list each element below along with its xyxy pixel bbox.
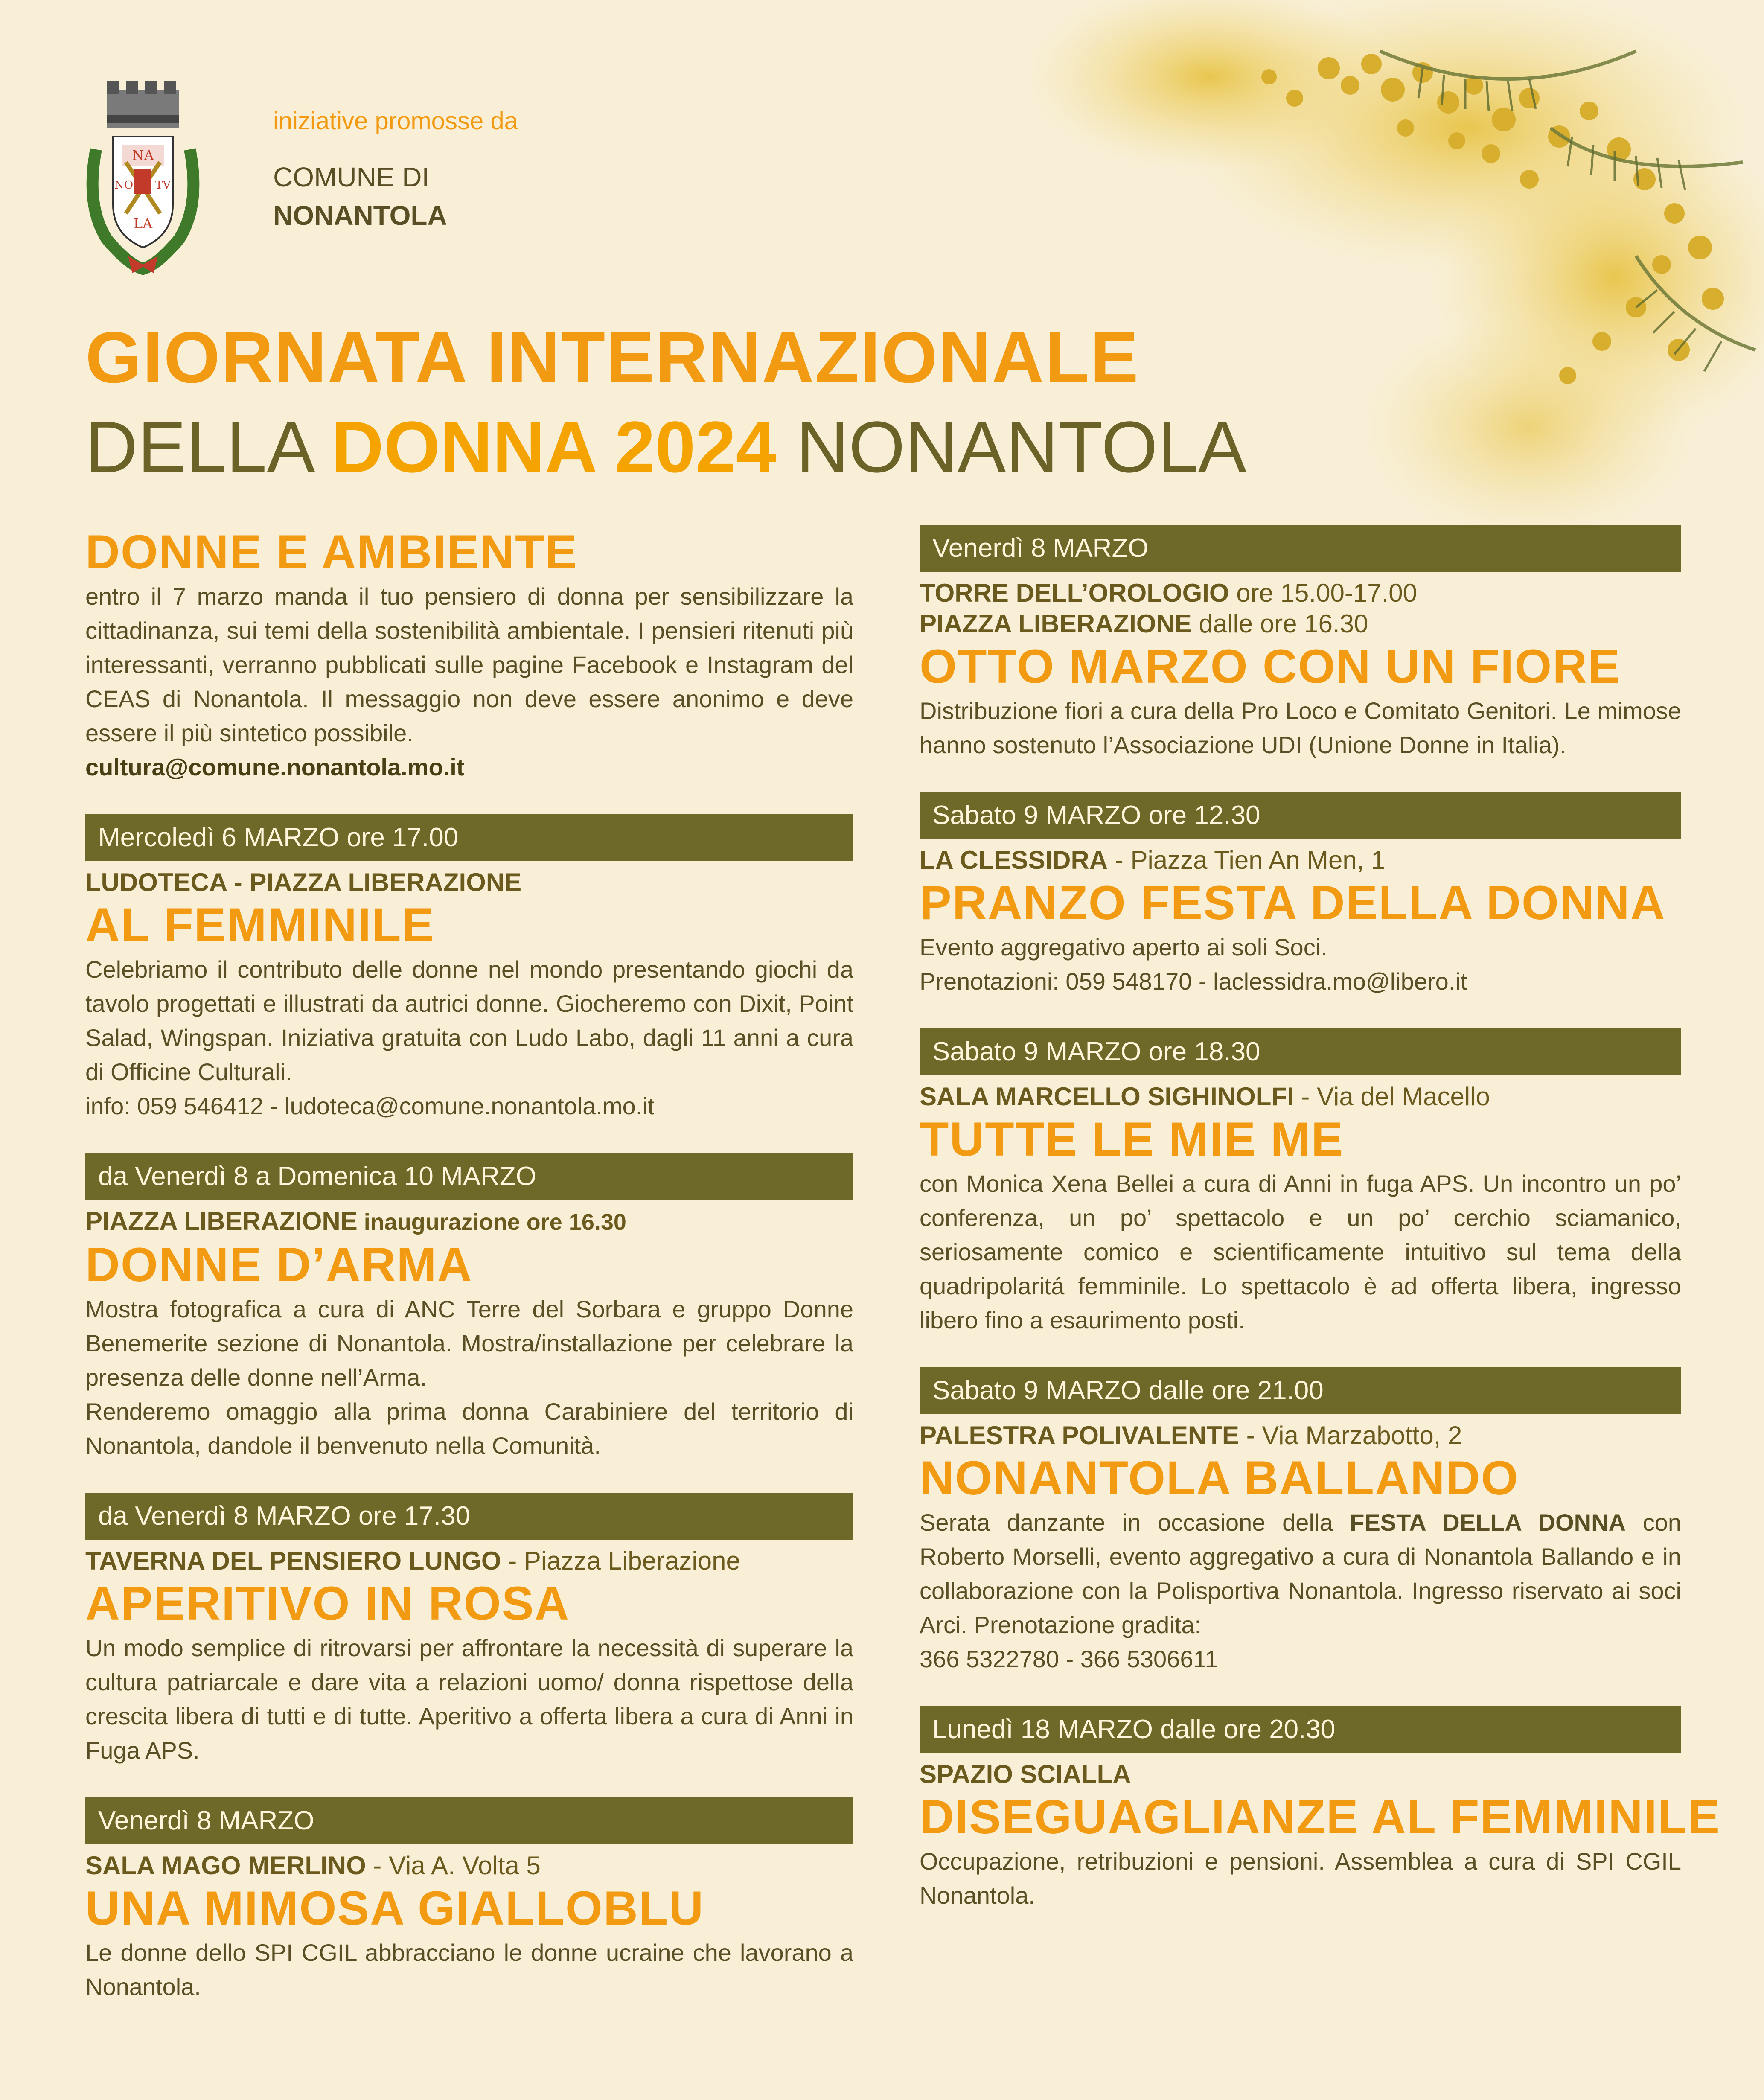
intro-email-link[interactable]: cultura@comune.nonantola.mo.it [85, 754, 465, 781]
event-una-mimosa-gialloblu [85, 1797, 853, 2004]
event-venue-2: PIAZZA LIBERAZIONE dalle ore 16.30 [920, 609, 1368, 638]
event-info: info: 059 546412 - ludoteca@comune.nonantola.mo.it [85, 1092, 655, 1119]
event-venue: SALA MARCELLO SIGHINOLFI - Via del Macello [920, 1082, 1490, 1111]
event-title: DONNE D’ARMA [85, 1238, 473, 1291]
event-venue: TAVERNA DEL PENSIERO LUNGO - Piazza Liberazione [85, 1547, 740, 1575]
promo-label: iniziative promosse da [273, 107, 518, 135]
event-otto-marzo [920, 525, 1681, 762]
intro-title: DONNE E AMBIENTE [85, 525, 578, 579]
event-venue: SPAZIO SCIALLA [920, 1760, 1131, 1788]
event-date-band: Lunedì 18 MARZO dalle ore 20.30 [920, 1706, 1681, 1753]
event-title: DISEGUAGLIANZE AL FEMMINILE [920, 1790, 1721, 1844]
event-venue: SALA MAGO MERLINO - Via A. Volta 5 [85, 1851, 541, 1880]
event-date-band: Sabato 9 MARZO dalle ore 21.00 [920, 1367, 1681, 1414]
event-desc: Le donne dello SPI CGIL abbracciano le donne ucraine che lavorano a Nonantola. [85, 1939, 853, 2000]
crest-text-na: NA [132, 147, 154, 163]
event-venue-1: TORRE DELL’OROLOGIO ore 15.00-17.00 [920, 579, 1417, 607]
event-desc-2: Renderemo omaggio alla prima donna Carabiniere del territorio di Nonantola, dandole il benvenuto nella Comunità. [85, 1398, 853, 1459]
comune-name [273, 158, 447, 235]
event-desc: Serata danzante in occasione della FESTA DELLA DONNA con Roberto Morselli, evento aggregativo a cura di Nonantola Ballando e in collaborazione con la Polisportiva Nonantola. Ingresso riservato ai soci Arci. Prenotazione gradita: [920, 1509, 1681, 1638]
event-date-band: Sabato 9 MARZO ore 12.30 [920, 792, 1681, 839]
intro-desc: entro il 7 marzo manda il tuo pensiero di donna per sensibilizzare la cittadinanza, sui temi della sostenibilità ambientale. I pensieri ritenuti più interessanti, verranno pubblicati sulle pagine Facebook e Instagram del CEAS di Nonantola. Il messaggio non deve essere anonimo e deve essere il più sintetico possibile. [85, 583, 853, 746]
left-column [85, 525, 853, 2034]
main-title-line1: GIORNATA INTERNAZIONALE [85, 317, 1139, 398]
event-pranzo-festa [920, 792, 1681, 999]
event-desc: Mostra fotografica a cura di ANC Terre del Sorbara e gruppo Donne Benemerite sezione di Nonantola. Mostra/installazione per celebrare la presenza delle donne nell’Arma. [85, 1296, 853, 1391]
crest-text-no: NO [114, 179, 134, 192]
event-diseguaglianze [920, 1706, 1721, 1913]
event-title: AL FEMMINILE [85, 898, 435, 952]
event-phones: 366 5322780 - 366 5306611 [920, 1646, 1218, 1672]
event-title: NONANTOLA BALLANDO [920, 1451, 1519, 1505]
event-desc: Distribuzione fiori a cura della Pro Loco e Comitato Genitori. Le mimose hanno sostenuto l’Associazione UDI (Unione Donne in Italia). [920, 697, 1681, 758]
event-venue: PIAZZA LIBERAZIONE inaugurazione ore 16.30 [85, 1207, 626, 1235]
event-venue: LUDOTECA - PIAZZA LIBERAZIONE [85, 868, 522, 897]
event-title: TUTTE LE MIE ME [920, 1113, 1344, 1166]
comune-line1: COMUNE DI [273, 162, 430, 192]
event-tutte-le-mie-me [920, 1028, 1681, 1337]
event-desc: con Monica Xena Bellei a cura di Anni in fuga APS. Un incontro un po’ conferenza, un po’ spettacolo e un po’ cerchio sciamanico, seriosamente comico e scientificamente intuitivo sul tema della quadripolaritá femminile. Lo spettacolo è ad offerta libera, ingresso libero fino a esaurimento posti. [920, 1170, 1681, 1334]
event-venue: PALESTRA POLIVALENTE - Via Marzabotto, 2 [920, 1421, 1462, 1450]
nonantola-crest-icon [81, 77, 205, 277]
event-donne-darma [85, 1153, 853, 1463]
event-title: UNA MIMOSA GIALLOBLU [85, 1882, 704, 1935]
event-aperitivo-in-rosa [85, 1493, 853, 1768]
crest-text-la: LA [133, 216, 153, 232]
event-desc: Un modo semplice di ritrovarsi per affrontare la necessità di superare la cultura patriarcale e dare vita a relazioni uomo/ donna rispettose della crescita libera di tutti e di tutte. Aperitivo a offerta libera a cura di Anni in Fuga APS. [85, 1634, 853, 1764]
event-title: OTTO MARZO CON UN FIORE [920, 640, 1621, 693]
event-contact: Prenotazioni: 059 548170 - laclessidra.mo@libero.it [920, 968, 1467, 995]
event-nonantola-ballando [920, 1367, 1681, 1676]
event-title: APERITIVO IN ROSA [85, 1577, 570, 1630]
comune-line2: NONANTOLA [273, 200, 447, 231]
event-desc: Evento aggregativo aperto ai soli Soci. [920, 934, 1327, 961]
intro-block [85, 525, 853, 784]
right-column [920, 525, 1721, 1943]
event-desc: Celebriamo il contributo delle donne nel mondo presentando giochi da tavolo progettati e illustrati da autrici donne. Giocheremo con Dixit, Point Salad, Wingspan. Iniziativa gratuita con Ludo Labo, dagli 11 anni a cura di Officine Culturali. [85, 956, 853, 1085]
event-date-band: Venerdì 8 MARZO [85, 1797, 853, 1844]
event-al-femminile [85, 814, 853, 1123]
event-date-band: Sabato 9 MARZO ore 18.30 [920, 1028, 1681, 1075]
event-date-band: Mercoledì 6 MARZO ore 17.00 [85, 814, 853, 861]
main-title-line2: DELLA DONNA 2024 NONANTOLA [85, 407, 1247, 488]
event-venue: LA CLESSIDRA - Piazza Tien An Men, 1 [920, 846, 1386, 874]
event-desc: Occupazione, retribuzioni e pensioni. Assemblea a cura di SPI CGIL Nonantola. [920, 1848, 1681, 1909]
event-title: PRANZO FESTA DELLA DONNA [920, 876, 1666, 929]
event-date-band: Venerdì 8 MARZO [920, 525, 1681, 572]
crest-text-tv: TV [155, 179, 171, 192]
event-date-band: da Venerdì 8 a Domenica 10 MARZO [85, 1153, 853, 1200]
event-date-band: da Venerdì 8 MARZO ore 17.30 [85, 1493, 853, 1540]
